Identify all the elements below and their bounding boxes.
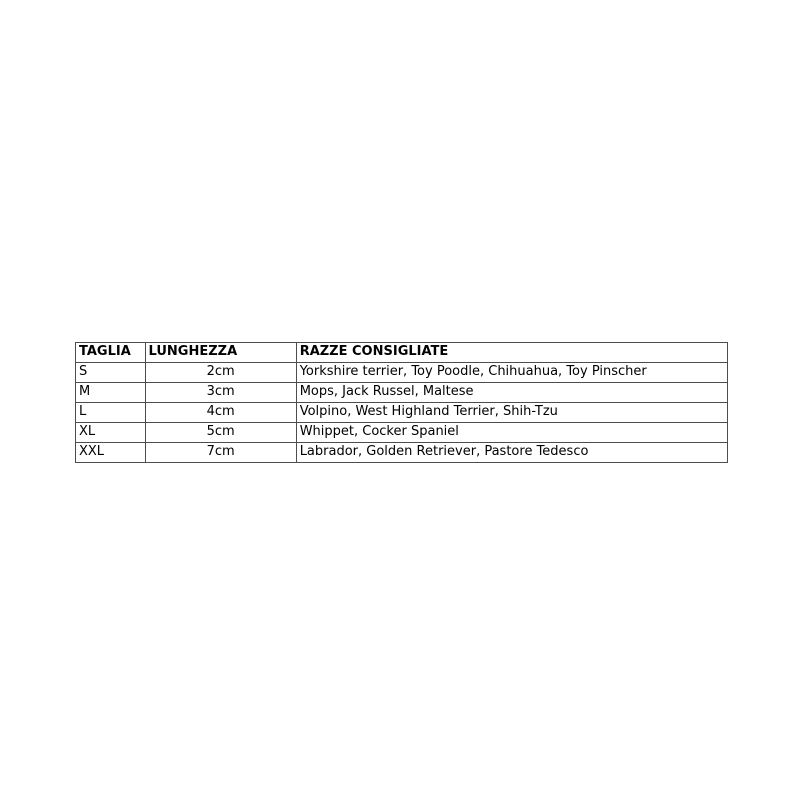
lunghezza-cell: 3cm [145, 383, 296, 403]
razze-cell: Volpino, West Highland Terrier, Shih-Tzu [296, 403, 727, 423]
taglia-cell: S [76, 363, 146, 383]
header-razze: RAZZE CONSIGLIATE [296, 343, 727, 363]
taglia-cell: M [76, 383, 146, 403]
header-taglia: TAGLIA [76, 343, 146, 363]
size-chart-table [75, 342, 728, 463]
lunghezza-cell: 4cm [145, 403, 296, 423]
taglia-cell: L [76, 403, 146, 423]
size-table-body [76, 363, 728, 463]
razze-cell: Yorkshire terrier, Toy Poodle, Chihuahua, Toy Pinscher [296, 363, 727, 383]
table-row [76, 403, 728, 423]
table-row [76, 383, 728, 403]
taglia-cell: XL [76, 423, 146, 443]
table-row [76, 423, 728, 443]
table-row [76, 443, 728, 463]
table-row [76, 363, 728, 383]
header-row [76, 343, 728, 363]
taglia-cell: XXL [76, 443, 146, 463]
razze-cell: Whippet, Cocker Spaniel [296, 423, 727, 443]
lunghezza-cell: 2cm [145, 363, 296, 383]
lunghezza-cell: 7cm [145, 443, 296, 463]
header-lunghezza: LUNGHEZZA [145, 343, 296, 363]
razze-cell: Labrador, Golden Retriever, Pastore Tedesco [296, 443, 727, 463]
lunghezza-cell: 5cm [145, 423, 296, 443]
razze-cell: Mops, Jack Russel, Maltese [296, 383, 727, 403]
